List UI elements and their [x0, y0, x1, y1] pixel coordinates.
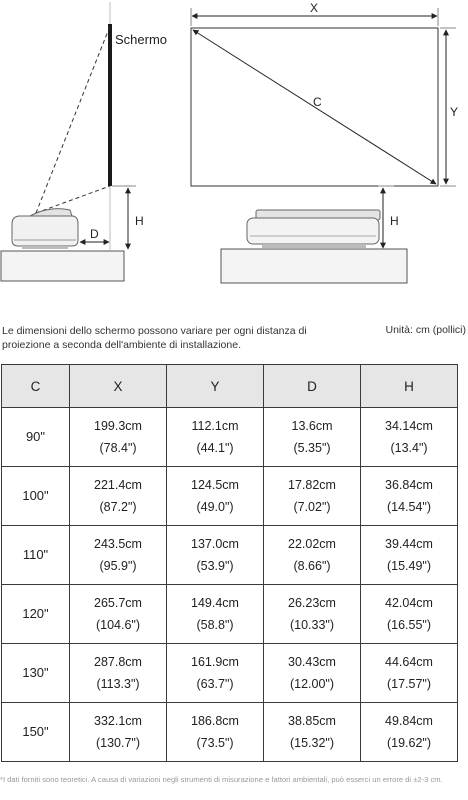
x-label: X — [310, 1, 319, 15]
cell-h-in: (13.4") — [390, 441, 428, 455]
cell-y-in: (63.7") — [196, 677, 234, 691]
cell-d-in: (15.32") — [289, 736, 335, 750]
cell-h — [361, 703, 458, 762]
cell-h-in: (14.54") — [386, 500, 432, 514]
cell-h — [361, 644, 458, 703]
cell-d — [264, 467, 361, 526]
cell-y-cm: 137.0cm — [191, 537, 239, 551]
cell-d-cm: 30.43cm — [288, 655, 336, 669]
footnote: *I dati forniti sono teoretici. A causa di variazioni negli strumenti di misurazione e fattori ambientali, può esserci un errore di ±2-3 cm. — [0, 775, 443, 784]
header-x: X — [70, 365, 167, 408]
cell-y-in: (58.8") — [196, 618, 234, 632]
cell-y — [167, 644, 264, 703]
cell-h-in: (16.55") — [386, 618, 432, 632]
cell-h — [361, 526, 458, 585]
d-label: D — [90, 227, 99, 241]
cell-h-cm: 44.64cm — [385, 655, 433, 669]
beam-top — [36, 26, 110, 213]
cell-d-cm: 17.82cm — [288, 478, 336, 492]
cell-y-cm: 149.4cm — [191, 596, 239, 610]
cell-x — [70, 703, 167, 762]
cell-y — [167, 585, 264, 644]
projector-side — [12, 209, 78, 249]
cell-h-cm: 42.04cm — [385, 596, 433, 610]
cell-x-in: (78.4") — [99, 441, 137, 455]
cell-d-in: (12.00") — [289, 677, 335, 691]
cell-c: 100" — [2, 467, 70, 526]
y-label: Y — [450, 105, 459, 119]
cell-y-in: (73.5") — [196, 736, 234, 750]
front-h-label: H — [390, 214, 399, 228]
cell-d — [264, 526, 361, 585]
cell-c: 120" — [2, 585, 70, 644]
header-c: C — [2, 365, 70, 408]
size-table — [1, 364, 458, 762]
side-view — [1, 2, 167, 281]
header-y: Y — [167, 365, 264, 408]
screen-label: Schermo — [115, 32, 168, 47]
cell-d-in: (8.66") — [293, 559, 331, 573]
cell-x-cm: 243.5cm — [94, 537, 142, 551]
cell-x — [70, 467, 167, 526]
table-row — [2, 644, 458, 703]
cell-d — [264, 644, 361, 703]
cell-x-cm: 221.4cm — [94, 478, 142, 492]
cell-d-cm: 26.23cm — [288, 596, 336, 610]
table-row — [2, 585, 458, 644]
cell-d-cm: 38.85cm — [288, 714, 336, 728]
cell-d-cm: 13.6cm — [291, 419, 333, 433]
cell-y-cm: 124.5cm — [191, 478, 239, 492]
screen-panel — [108, 24, 112, 186]
cell-x-in: (87.2") — [99, 500, 137, 514]
cell-d-cm: 22.02cm — [288, 537, 336, 551]
cell-x — [70, 644, 167, 703]
cell-y — [167, 408, 264, 467]
table-header-row — [2, 365, 458, 408]
notes-row — [2, 324, 466, 354]
cell-x — [70, 408, 167, 467]
header-h: H — [361, 365, 458, 408]
cell-y-in: (49.0") — [196, 500, 234, 514]
table-row — [2, 467, 458, 526]
cell-y — [167, 467, 264, 526]
cell-c: 90" — [2, 408, 70, 467]
c-label: C — [313, 95, 322, 109]
cell-h-in: (17.57") — [386, 677, 432, 691]
cell-h-cm: 36.84cm — [385, 478, 433, 492]
side-cabinet — [1, 251, 124, 281]
cell-h — [361, 408, 458, 467]
cell-x-cm: 199.3cm — [94, 419, 142, 433]
unit-label: Unità: cm (pollici) — [385, 324, 466, 336]
cell-y-cm: 161.9cm — [191, 655, 239, 669]
cell-h-cm: 39.44cm — [385, 537, 433, 551]
cell-c: 150" — [2, 703, 70, 762]
cell-x-cm: 287.8cm — [94, 655, 142, 669]
cell-x-in: (95.9") — [99, 559, 137, 573]
cell-h — [361, 467, 458, 526]
side-h-label: H — [135, 214, 144, 228]
cell-d — [264, 408, 361, 467]
cell-x-cm: 265.7cm — [94, 596, 142, 610]
cell-d-in: (7.02") — [293, 500, 331, 514]
cell-y-cm: 112.1cm — [191, 419, 239, 433]
front-view — [191, 1, 458, 283]
description-text: Le dimensioni dello schermo possono variare per ogni distanza di proiezione a seconda dell'ambiente di installazione. — [2, 325, 307, 351]
table-row — [2, 526, 458, 585]
cell-y — [167, 526, 264, 585]
cell-x — [70, 585, 167, 644]
cell-y-in: (53.9") — [196, 559, 234, 573]
cell-x-cm: 332.1cm — [94, 714, 142, 728]
header-d: D — [264, 365, 361, 408]
cell-x-in: (130.7") — [95, 736, 141, 750]
cell-h-cm: 34.14cm — [385, 419, 433, 433]
cell-c: 130" — [2, 644, 70, 703]
cell-h-in: (19.62") — [386, 736, 432, 750]
beam-bottom — [36, 186, 110, 213]
cell-d — [264, 703, 361, 762]
table-row — [2, 408, 458, 467]
cell-y-cm: 186.8cm — [191, 714, 239, 728]
projection-diagram — [0, 0, 468, 300]
cell-h — [361, 585, 458, 644]
cell-y — [167, 703, 264, 762]
cell-h-in: (15.49") — [386, 559, 432, 573]
table-row — [2, 703, 458, 762]
cell-d-in: (10.33") — [289, 618, 335, 632]
projector-front — [247, 210, 380, 248]
cell-x-in: (104.6") — [95, 618, 141, 632]
cell-d — [264, 585, 361, 644]
cell-x — [70, 526, 167, 585]
cell-h-cm: 49.84cm — [385, 714, 433, 728]
cell-c: 110" — [2, 526, 70, 585]
cell-y-in: (44.1") — [196, 441, 234, 455]
cell-d-in: (5.35") — [293, 441, 331, 455]
front-cabinet — [221, 249, 407, 283]
cell-x-in: (113.3") — [96, 677, 140, 691]
